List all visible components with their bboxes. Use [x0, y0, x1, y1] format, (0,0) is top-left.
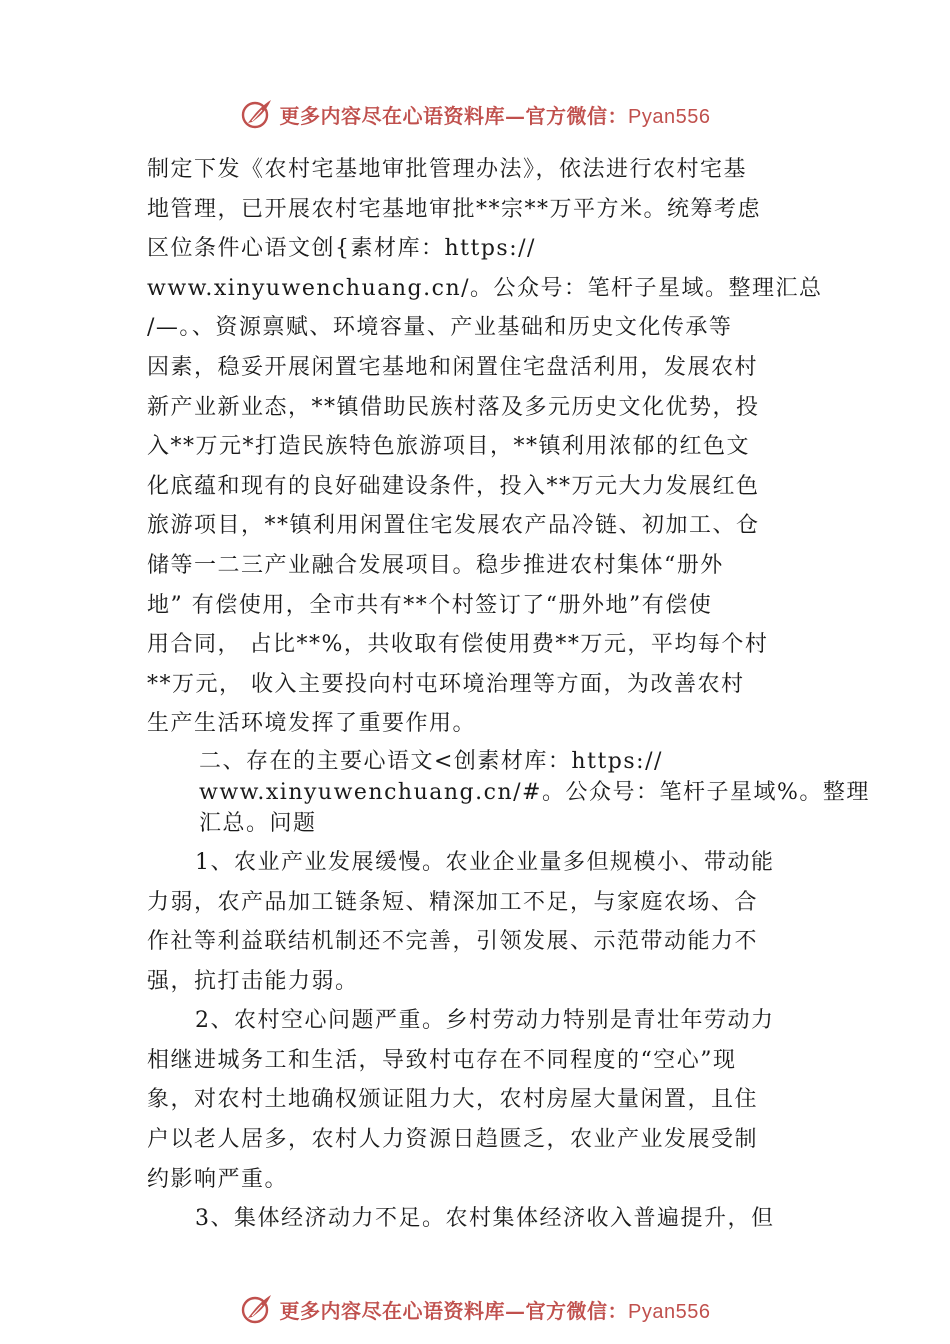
text-line: **万元， 收入主要投向村屯环境治理等方面，为改善农村: [147, 671, 745, 697]
footer-banner-cn: 更多内容尽在心语资料库—官方微信：: [279, 1298, 629, 1323]
text-line: 旅游项目，**镇利用闲置住宅发展农产品冷链、初加工、仓: [147, 513, 760, 539]
text-line: 入**万元*打造民族特色旅游项目，**镇利用浓郁的红色文: [147, 434, 751, 460]
footer-banner-wechat-id: Pyan556: [628, 1300, 711, 1323]
text-line: 3、集体经济动力不足。农村集体经济收入普遍提升，但: [195, 1206, 775, 1232]
paragraph-problem-1-agriculture: [147, 843, 837, 1001]
footer-banner-text: [280, 1295, 711, 1324]
header-banner-cn: 更多内容尽在心语资料库—官方微信：: [279, 103, 629, 128]
paragraph-problem-3-collective-economy: [147, 1199, 837, 1239]
text-line: 相继进城务工和生活，导致村屯存在不同程度的“空心”现: [147, 1047, 737, 1073]
text-line: 1、农业产业发展缓慢。农业企业量多但规模小、带动能: [195, 849, 775, 875]
text-line: 象，对农村土地确权颁证阻力大，农村房屋大量闲置，且住: [147, 1087, 759, 1113]
text-line: /—。、资源禀赋、环境容量、产业基础和历史文化传承等: [147, 315, 733, 341]
text-line: www.xinyuwenchuang.cn/。公众号：笔杆子星域。整理汇总: [147, 275, 823, 301]
text-line: 户以老人居多，农村人力资源日趋匮乏，农业产业发展受制: [147, 1127, 759, 1153]
text-line: 强，抗打击能力弱。: [147, 968, 359, 994]
text-line: 约影响严重。: [147, 1166, 289, 1192]
text-line: 作社等利益联结机制还不完善，引领发展、示范带动能力不: [147, 929, 759, 955]
header-banner: [0, 94, 950, 134]
header-banner-text: [280, 100, 711, 129]
quill-pen-circle-icon: [240, 97, 274, 131]
text-line: 地” 有偿使用，全市共有**个村签订了“册外地”有偿使: [147, 592, 713, 618]
text-line: 制定下发《农村宅基地审批管理办法》，依法进行农村宅基: [147, 157, 748, 182]
section-heading-main-problems: [147, 746, 870, 839]
text-line: 汇总。问题: [199, 810, 317, 836]
text-line: www.xinyuwenchuang.cn/#。公众号：笔杆子星域%。整理: [199, 779, 870, 805]
text-line: 地管理，已开展农村宅基地审批**宗**万平方米。统筹考虑: [147, 196, 762, 222]
quill-pen-circle-icon: [240, 1292, 274, 1326]
text-line: 因素，稳妥开展闲置宅基地和闲置住宅盘活利用，发展农村: [147, 354, 759, 380]
text-line: 二、存在的主要心语文<创素材库：https://: [199, 748, 663, 774]
paragraph-homestead-management: [147, 150, 837, 744]
header-banner-wechat-id: Pyan556: [628, 105, 711, 128]
text-line: 新产业新业态，**镇借助民族村落及多元历史文化优势，投: [147, 394, 760, 420]
text-line: 用合同， 占比**%，共收取有偿使用费**万元，平均每个村: [147, 632, 769, 658]
text-line: 储等一二三产业融合发展项目。稳步推进农村集体“册外: [147, 552, 724, 578]
text-line: 生产生活环境发挥了重要作用。: [147, 711, 477, 737]
text-line: 化底蕴和现有的良好础建设条件，投入**万元大力发展红色: [147, 473, 760, 499]
text-line: 力弱，农产品加工链条短、精深加工不足，与家庭农场、合: [147, 889, 759, 915]
text-line: 2、农村空心问题严重。乡村劳动力特别是青壮年劳动力: [195, 1008, 775, 1034]
paragraph-problem-2-hollow-villages: [147, 1001, 837, 1199]
footer-banner: [0, 1289, 950, 1329]
document-body: [147, 150, 870, 1239]
text-line: 区位条件心语文创{素材库：https://: [147, 236, 536, 262]
